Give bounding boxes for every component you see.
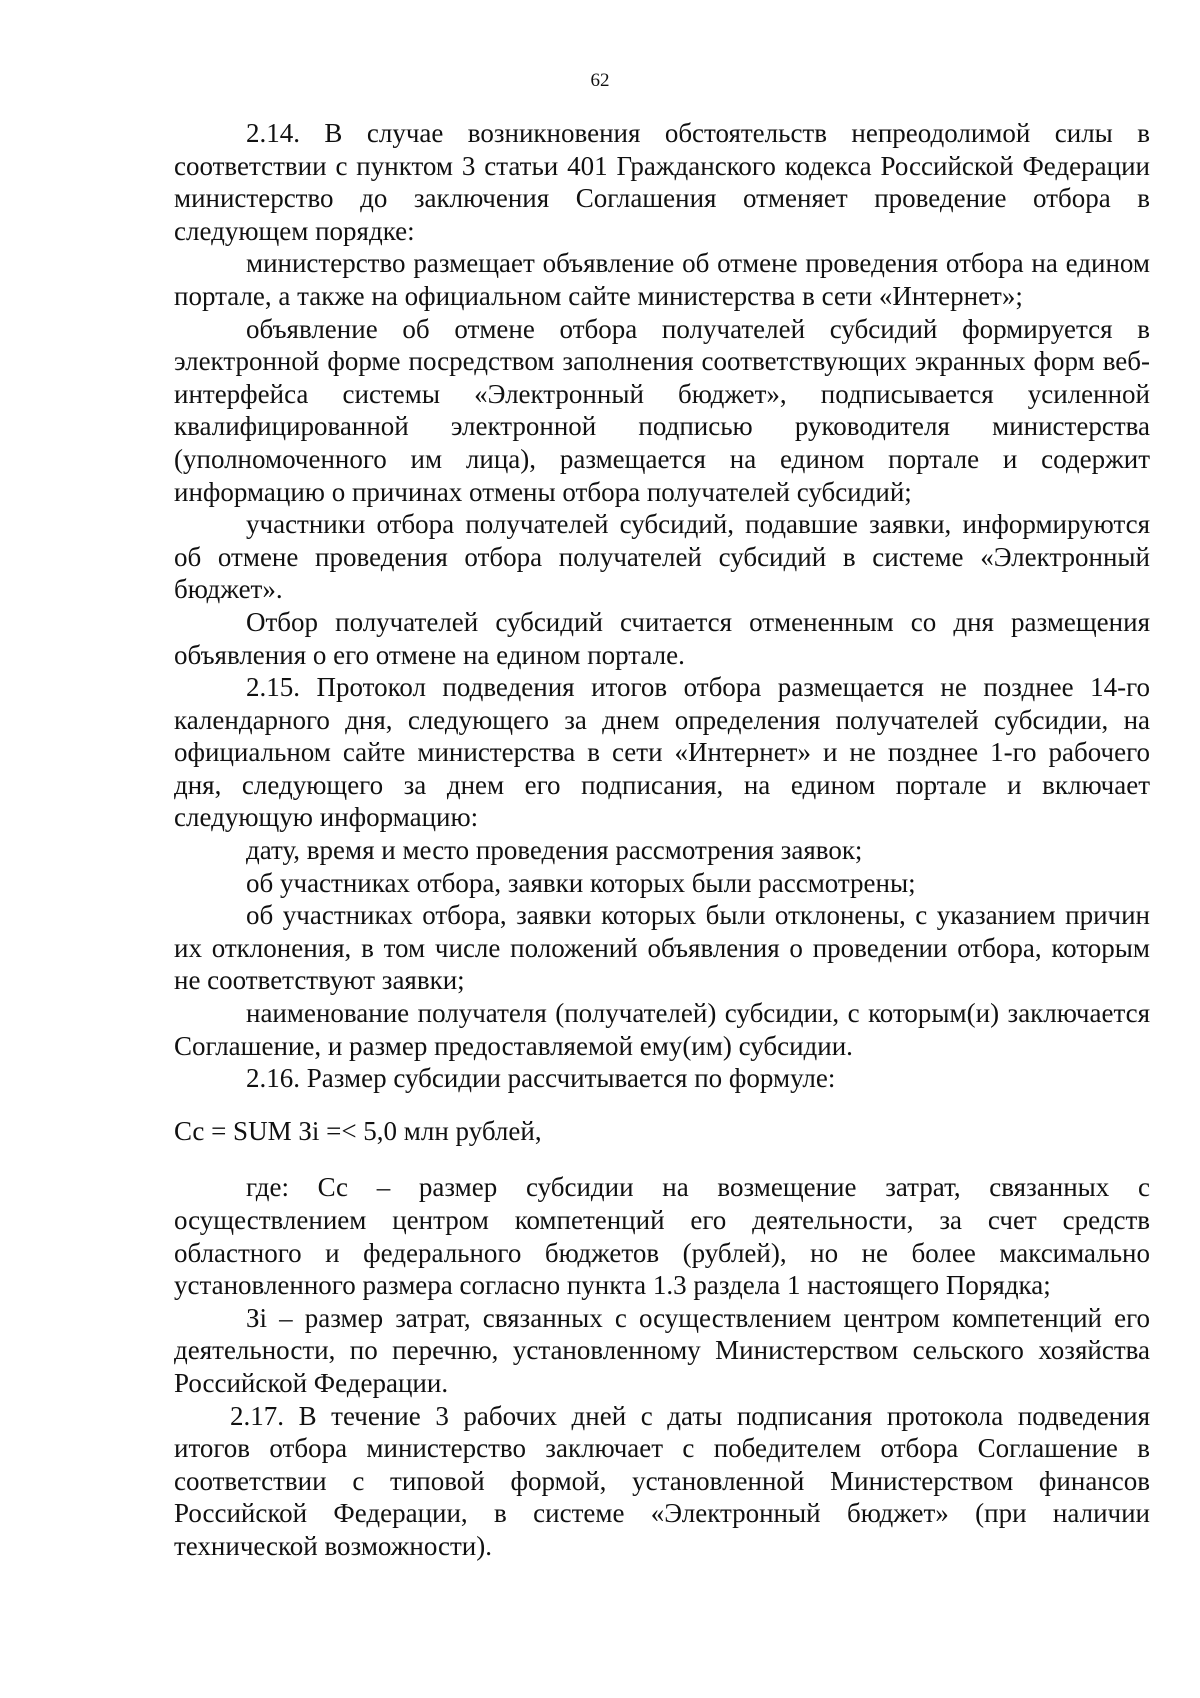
paragraph-2-14: 2.14. В случае возникновения обстоятельств непреодолимой силы в соответствии с пунктом 3 статьи 401 Гражданского кодекса Российской Федерации министерство до заключения Соглашения отменяет проведение отбора в следующем порядке: (174, 118, 1150, 246)
subsidy-formula: Сс = SUM Зi =< 5,0 млн рублей, (174, 1115, 542, 1146)
paragraph-cancel-form: объявление об отмене отбора получателей субсидий формируется в электронной форме посредством заполнения соответствующих экранных форм веб-интерфейса системы «Электронный бюджет», подписывается усиленной квалифицированной электронной подписью руководителя министерства (уполномоченного им лица), размещается на едином портале и содержит информацию о причинах отмены отбора получателей субсидий; (174, 313, 1150, 507)
list-item-date-time: дату, время и место проведения рассмотрения заявок; (246, 835, 863, 866)
paragraph-2-15: 2.15. Протокол подведения итогов отбора размещается не позднее 14-го календарного дня, следующего за днем определения получателей субсидии, на официальном сайте министерства в сети «Интернет» и не позднее 1-го рабочего дня, следующего за днем его подписания, на едином портале и включает следующую информацию: (174, 672, 1150, 833)
paragraph-selection-cancelled: Отбор получателей субсидий считается отмененным со дня размещения объявления о его отмене на едином портале. (174, 606, 1150, 670)
list-item-reviewed: об участниках отбора, заявки которых были рассмотрены; (246, 867, 916, 898)
list-item-rejected: об участниках отбора, заявки которых были отклонены, с указанием причин их отклонения, в том числе положений объявления о проведении отбора, которым не соответствуют заявки; (174, 900, 1150, 996)
list-item-recipient: наименование получателя (получателей) субсидии, с которым(и) заключается Соглашение, и размер предоставляемой ему(им) субсидии. (174, 998, 1150, 1061)
paragraph-formula-explanation-zi: Зi – размер затрат, связанных с осуществлением центром компетенций его деятельности, по перечню, установленному Министерством сельского хозяйства Российской Федерации. (174, 1302, 1150, 1398)
page-number: 62 (590, 70, 610, 91)
paragraph-formula-explanation-cc: где: Сс – размер субсидии на возмещение затрат, связанных с осуществлением центром компетенций его деятельности, за счет средств областного и федерального бюджетов (рублей), но не более максимально установленного размера согласно пункта 1.3 раздела 1 настоящего Порядка; (174, 1172, 1150, 1301)
document-body (174, 117, 1150, 1563)
paragraph-2-17: 2.17. В течение 3 рабочих дней с даты подписания протокола подведения итогов отбора министерство заключает с победителем отбора Соглашение в соответствии с типовой формой, установленной Министерством финансов Российской Федерации, в системе «Электронный бюджет» (при наличии технической возможности). (174, 1400, 1150, 1561)
paragraph-participants-informed: участники отбора получателей субсидий, подавшие заявки, информируются об отмене проведения отбора получателей субсидий в системе «Электронный бюджет». (174, 509, 1150, 605)
paragraph-2-16: 2.16. Размер субсидии рассчитывается по формуле: (246, 1063, 836, 1094)
paragraph-cancel-announcement: министерство размещает объявление об отмене проведения отбора на едином портале, а также на официальном сайте министерства в сети «Интернет»; (174, 248, 1150, 311)
